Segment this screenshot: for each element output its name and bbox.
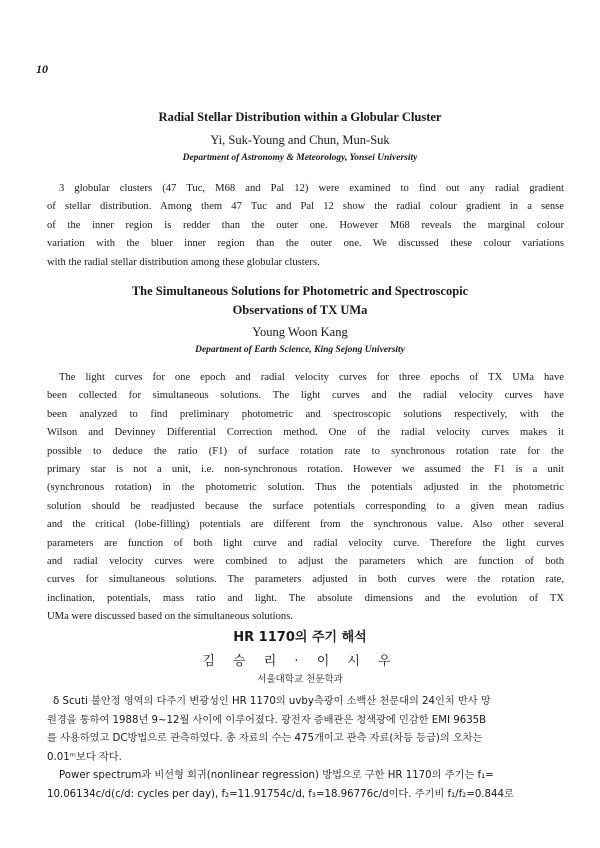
abstract-line: been analyzed to find preliminary photometric and spectroscopic solutions respectively, with the — [47, 408, 564, 420]
abstract-line: 0.01ᵐ보다 작다. — [47, 751, 122, 763]
abstract-line: UMa were discussed based on the simultaneous solutions. — [47, 611, 293, 623]
abstract-line: primary star is not a unit, i.e. non-synchronous rotation. However we assumed the F1 is a unit — [47, 464, 564, 476]
abstract-line: with the radial stellar distribution among these globular clusters. — [47, 256, 320, 268]
abstract-line: 10.06134c/d(c/d: cycles per day), f₂=11.91754c/d, f₃=18.96776c/d이다. 주기비 f₁/f₂=0.844로 — [47, 788, 514, 800]
abstract-line: of the inner region is redder than the outer one. However M68 reveals the marginal colour — [47, 219, 564, 231]
article-2-abstract — [47, 369, 564, 627]
abstract-line: curves for simultaneous solutions. The parameters adjusted in both curves were the rotation rate, — [47, 574, 564, 586]
article-2-title-line: The Simultaneous Solutions for Photometric and Spectroscopic — [131, 284, 469, 298]
abstract-line: been collected for simultaneous solutions. The light curves and the radial velocity curves have — [47, 390, 564, 402]
abstract-line: variation with the bluer inner region than the outer one. We discussed these colour variations — [47, 238, 564, 250]
abstract-line: Wilson and Devinney Differential Correction method. One of the radial velocity curves makes it — [47, 427, 564, 439]
abstract-line: and the critical (lobe-filling) potentials are different from the synchronous value. Also other several — [47, 519, 564, 531]
abstract-line: of stellar distribution. Among them 47 Tuc and Pal 12 show the radial colour gradient in a sense — [47, 201, 564, 213]
article-1-title-line: Radial Stellar Distribution within a Globular Cluster — [158, 110, 442, 124]
article-2-title — [0, 282, 600, 320]
abstract-line: and radial velocity curves were combined to adjust the parameters which are function of both — [47, 556, 564, 568]
abstract-line: possible to deduce the ratio (F1) of surface rotation rate to synchronous rotation rate for the — [47, 445, 564, 457]
abstract-line: Power spectrum과 비선형 회귀(nonlinear regression) 방법으로 구한 HR 1170의 주기는 f₁= — [59, 770, 494, 782]
article-3-authors: 김 승 리 · 이 시 우 — [202, 654, 398, 669]
abstract-line: 3 globular clusters (47 Tuc, M68 and Pal 12) were examined to find out any radial gradient — [59, 183, 564, 194]
article-2-authors: Young Woon Kang — [252, 325, 348, 339]
article-1-title — [0, 110, 600, 125]
abstract-line: inclination, potentials, mass ratio and light. The absolute dimensions and the evolution of TX — [47, 592, 564, 604]
article-1-abstract — [47, 180, 564, 272]
page-number: 10 — [36, 62, 48, 76]
article-1-department: Department of Astronomy & Meteorology, Yonsei University — [182, 153, 418, 163]
article-3-title — [0, 626, 600, 645]
abstract-line: 를 사용하였고 DC방법으로 관측하였다. 총 자료의 수는 475개이고 관측 자료(차등 등급)의 오차는 — [47, 733, 483, 745]
article-3-abstract — [47, 693, 564, 805]
article-3-title-line: HR 1170의 주기 해석 — [233, 630, 367, 645]
abstract-line: (synchronous rotation) in the photometric solution. Thus the potentials adjusted in the photometric — [47, 482, 564, 494]
abstract-line: parameters are function of both light curve and radial velocity curve. Therefore the light curves — [47, 537, 564, 549]
article-2-department: Department of Earth Science, King Sejong University — [195, 345, 405, 355]
article-3-department: 서울대학교 천문학과 — [257, 674, 343, 685]
abstract-line: The light curves for one epoch and radial velocity curves for three epochs of TX UMa have — [59, 372, 564, 383]
abstract-line: δ Scuti 불안정 영역의 다주기 변광성인 HR 1170의 uvby측광이 소백산 천문대의 24인치 반사 망 — [53, 696, 491, 707]
article-1-authors: Yi, Suk-Young and Chun, Mun-Suk — [210, 133, 390, 147]
abstract-line: solution should be readjusted because the surface potentials corresponding to a given mean radius — [47, 500, 564, 512]
abstract-line: 원경을 통하여 1988년 9~12월 사이에 이루어졌다. 광전자 증배관은 청색광에 민감한 EMI 9635B — [47, 714, 487, 726]
article-2-title-line: Observations of TX UMa — [232, 303, 368, 317]
